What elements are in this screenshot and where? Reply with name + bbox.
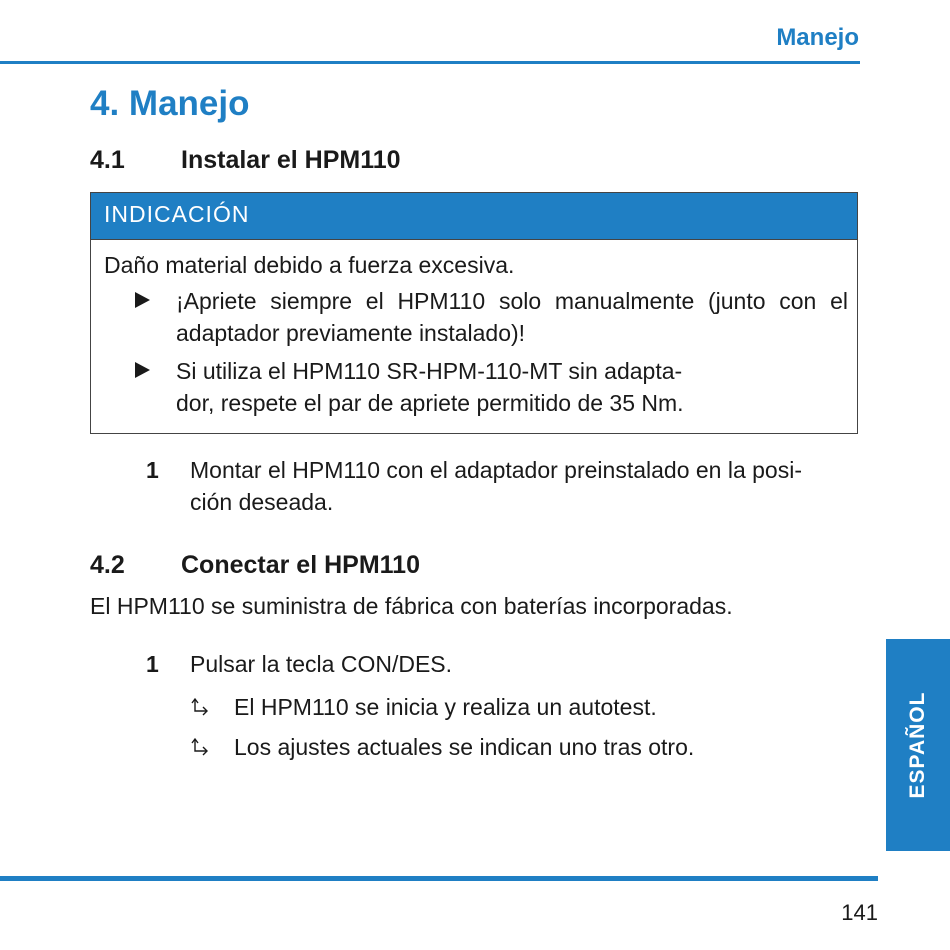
notice-item-line: ¡Apriete siempre el HPM110 solo manualmente (junto con el (176, 288, 848, 314)
step-number: 1 (146, 457, 159, 483)
section-title-text: Instalar el HPM110 (181, 146, 401, 174)
result-item (190, 734, 694, 761)
section-heading-4-2 (90, 551, 420, 580)
notice-item-line: adaptador previamente instalado)! (176, 320, 526, 346)
language-tab-label: ESPAÑOL (906, 691, 929, 799)
step-line: ción deseada. (190, 489, 334, 515)
triangle-bullet-icon (135, 292, 150, 308)
language-tab (886, 639, 950, 851)
result-text: Los ajustes actuales se indican uno tras otro. (234, 734, 695, 760)
notice-intro: Daño material debido a fuerza excesiva. (104, 252, 515, 278)
step-text (190, 454, 858, 518)
result-item (190, 694, 657, 721)
step-text: Pulsar la tecla CON/DES. (190, 651, 453, 677)
notice-box (90, 192, 858, 434)
step-item (146, 648, 858, 680)
notice-item-text (176, 285, 848, 349)
header-rule (0, 61, 860, 64)
result-arrow-icon (190, 697, 212, 719)
triangle-bullet-icon (135, 362, 150, 378)
running-header: Manejo (776, 24, 859, 51)
result-text: El HPM110 se inicia y realiza un autotest. (234, 694, 657, 720)
section-heading-4-1 (90, 146, 401, 175)
step-item (146, 454, 858, 518)
step-line: Montar el HPM110 con el adaptador preinstalado en la posi- (190, 457, 802, 483)
notice-item-line: dor, respete el par de apriete permitido de 35 Nm. (176, 390, 684, 416)
notice-item-text (176, 355, 848, 419)
notice-header: INDICACIÓN (91, 193, 857, 240)
result-arrow-icon (190, 737, 212, 759)
section-title-text: Conectar el HPM110 (181, 551, 420, 579)
section-number: 4.2 (90, 551, 125, 579)
page-number: 141 (841, 900, 878, 925)
chapter-title: 4. Manejo (90, 84, 250, 123)
section-intro: El HPM110 se suministra de fábrica con baterías incorporadas. (90, 593, 733, 619)
notice-item (135, 285, 848, 349)
notice-item-line: Si utiliza el HPM110 SR-HPM-110-MT sin adapta- (176, 358, 683, 384)
footer-rule (0, 876, 878, 881)
section-number: 4.1 (90, 146, 125, 174)
step-number: 1 (146, 651, 159, 677)
notice-item (135, 355, 848, 419)
